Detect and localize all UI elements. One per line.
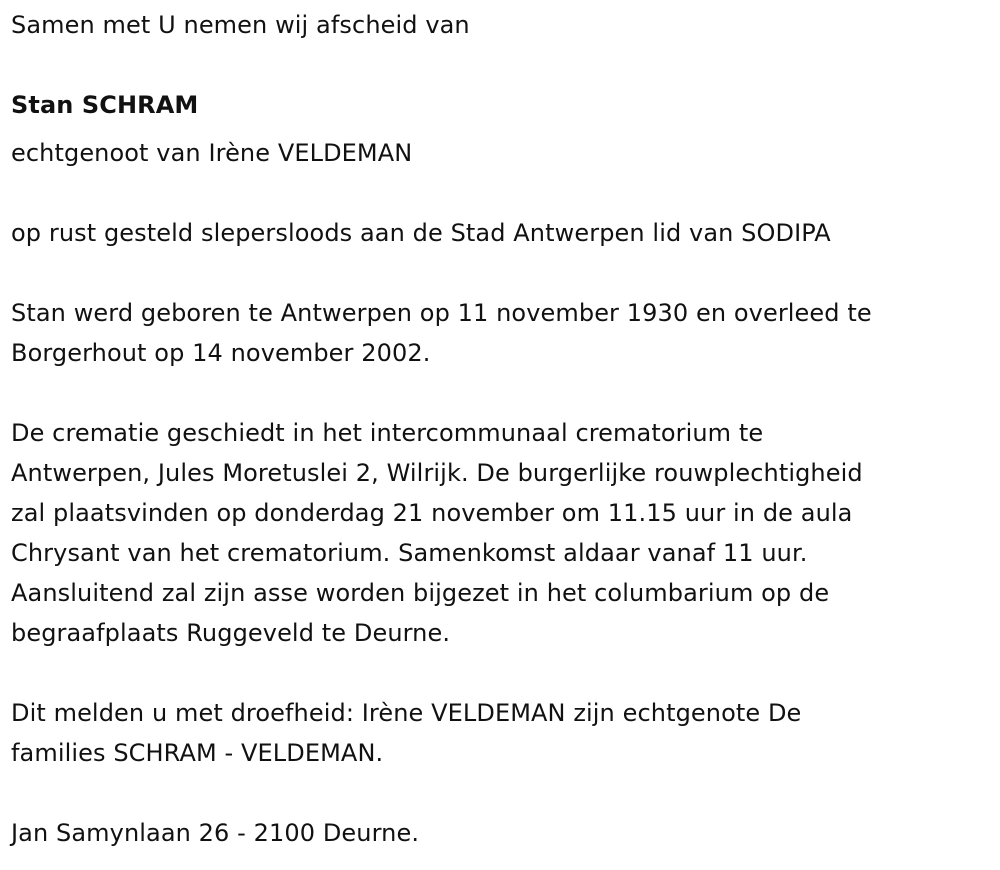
ceremony-line-1: De crematie geschiedt in het intercommunaal crematorium te [11,419,764,447]
ceremony-line-6: begraafplaats Ruggeveld te Deurne. [11,619,451,647]
announcement-line-2: families SCHRAM - VELDEMAN. [11,739,384,767]
birth-death-line-1: Stan werd geboren te Antwerpen op 11 november 1930 en overleed te [11,299,872,327]
ceremony-line-2: Antwerpen, Jules Moretuslei 2, Wilrijk. De burgerlijke rouwplechtigheid [11,459,863,487]
ceremony-line-4: Chrysant van het crematorium. Samenkomst aldaar vanaf 11 uur. [11,539,808,567]
announcement-line-1: Dit melden u met droefheid: Irène VELDEMAN zijn echtgenote De [11,699,802,727]
ceremony-line-5: Aansluitend zal zijn asse worden bijgezet in het columbarium op de [11,579,830,607]
spouse-line: echtgenoot van Irène VELDEMAN [11,139,413,167]
address-line: Jan Samynlaan 26 - 2100 Deurne. [11,819,420,847]
occupation-line: op rust gesteld slepersloods aan de Stad Antwerpen lid van SODIPA [11,219,831,247]
deceased-name: Stan SCHRAM [11,91,199,119]
intro-line: Samen met U nemen wij afscheid van [11,11,470,39]
ceremony-line-3: zal plaatsvinden op donderdag 21 november om 11.15 uur in de aula [11,499,853,527]
birth-death-line-2: Borgerhout op 14 november 2002. [11,339,431,367]
